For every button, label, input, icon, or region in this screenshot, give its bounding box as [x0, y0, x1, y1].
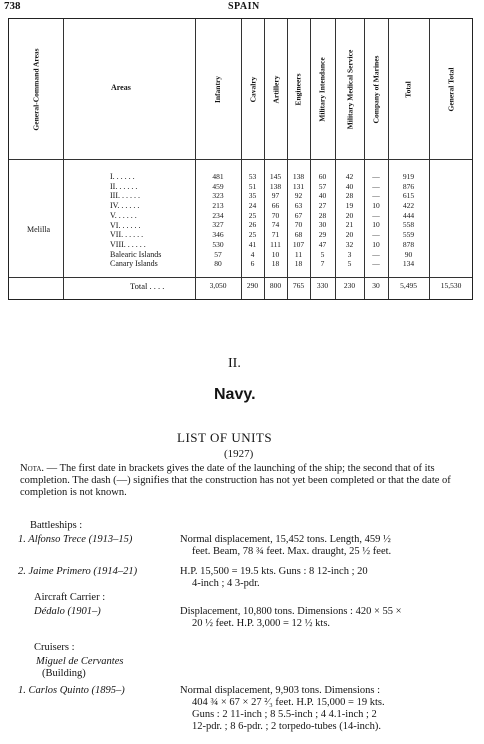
table-cell: 60 [318, 172, 327, 181]
table-cell: 41 [248, 239, 257, 249]
carrier-heading: Aircraft Carrier : [34, 592, 106, 603]
table-cell: 346 [212, 230, 224, 240]
table-cell: — [372, 172, 380, 181]
table-cell: — [372, 230, 380, 240]
cavalry-column [241, 172, 264, 269]
total-total: 5,495 [400, 281, 417, 290]
area-label: II. . . . . . [110, 181, 138, 191]
list-title: LIST OF UNITS [177, 430, 273, 445]
table-cell: 68 [294, 230, 303, 240]
table-cell: 134 [402, 259, 415, 269]
ship-desc-line: H.P. 15,500 = 19.5 kts. Guns : 8 12-inch ; 20 [180, 566, 368, 577]
table-cell: 53 [248, 172, 257, 181]
table-cell: 111 [270, 239, 281, 249]
table-cell: 131 [292, 181, 305, 191]
header-medical: Military Medical Service [345, 49, 354, 129]
total-artillery: 800 [269, 281, 282, 290]
section-number: II. [228, 356, 241, 371]
area-label: V. . . . . . [110, 210, 137, 220]
army-distribution-table [8, 18, 473, 300]
table-cell: 92 [294, 191, 303, 201]
table-cell: 19 [345, 201, 354, 211]
table-cell: — [372, 181, 380, 191]
table-cell: 63 [294, 201, 303, 211]
note-label: Nota. [20, 463, 45, 474]
region-name: Melilla [27, 225, 51, 234]
total-column [388, 172, 429, 269]
table-cell: 67 [294, 210, 303, 220]
header-total: Total [404, 80, 413, 98]
table-cell: 107 [292, 239, 305, 249]
table-cell: 327 [212, 220, 224, 230]
table-cell: 615 [402, 191, 415, 201]
area-label: VI. . . . . . [110, 220, 141, 230]
header-general-total: General Total [446, 67, 456, 111]
table-cell: 323 [212, 191, 224, 201]
area-label: VIII. . . . . . [110, 239, 146, 249]
table-cell: 74 [271, 220, 280, 230]
ship-name-cervantes: Miguel de Cervantes [36, 656, 124, 667]
ship-desc-line: Normal displacement, 9,903 tons. Dimensions : [180, 685, 381, 696]
header-artillery: Artillery [271, 75, 280, 103]
ship-desc-line: Displacement, 10,800 tons. Dimensions : 420 × 55 × [180, 606, 402, 617]
table-cell: 47 [318, 239, 327, 249]
running-title: SPAIN [228, 1, 260, 12]
total-cavalry: 290 [246, 281, 259, 290]
total-infantry: 3,050 [209, 281, 227, 290]
ship-name-alfonso: 1. Alfonso Trece (1913–15) [18, 534, 133, 545]
table-cell: 10 [372, 239, 380, 249]
table-cell: 481 [212, 172, 224, 181]
area-label: Balearic Islands [110, 249, 162, 259]
header-cavalry: Cavalry [248, 76, 257, 102]
table-cell: 530 [212, 239, 224, 249]
table-cell: 444 [402, 210, 415, 220]
table-cell: — [372, 210, 380, 220]
table-cell: 32 [345, 239, 354, 249]
ship-desc-line: Guns : 2 11-inch ; 8 5.5-inch ; 4 4.1-inch ; 2 [192, 709, 377, 720]
table-cell: 20 [345, 230, 354, 240]
marines-column [364, 172, 388, 269]
area-label: VII. . . . . . [110, 230, 144, 240]
total-intendance: 330 [316, 281, 329, 290]
table-cell: 878 [402, 239, 415, 249]
table-cell: 35 [248, 191, 257, 201]
table-cell: 21 [345, 220, 354, 230]
table-cell: 145 [269, 172, 282, 181]
table-cell: 97 [271, 191, 280, 201]
ship-name-jaime: 2. Jaime Primero (1914–21) [18, 566, 138, 577]
note-text: — The first date in brackets gives the date of the launching of the ship; the second that of its completion. The dash (—) signifies that the construction has not yet been completed or that the date of completion is not known. [20, 463, 451, 498]
table-cell: 558 [402, 220, 415, 230]
table-cell: 90 [404, 249, 413, 259]
header-infantry: Infantry [213, 75, 223, 103]
table-cell: 3 [347, 249, 352, 259]
total-engineers: 765 [292, 281, 305, 290]
table-cell: 20 [345, 210, 354, 220]
table-cell: 42 [345, 172, 354, 181]
table-cell: 422 [402, 201, 415, 211]
header-intendance: Military Intendance [318, 56, 327, 122]
table-cell: 234 [212, 210, 224, 220]
table-cell: — [372, 259, 380, 269]
table-cell: 459 [212, 181, 224, 191]
table-cell: 51 [248, 181, 257, 191]
table-cell: 213 [212, 201, 224, 211]
table-cell: 57 [318, 181, 327, 191]
table-cell: 25 [248, 230, 257, 240]
table-cell: 70 [271, 210, 280, 220]
table-cell: 40 [318, 191, 327, 201]
area-label: III. . . . . . [110, 191, 140, 201]
table-cell: 18 [294, 259, 303, 269]
table-cell: 70 [294, 220, 303, 230]
table-cell: 559 [402, 230, 415, 240]
table-cell: 57 [214, 249, 222, 259]
total-medical: 230 [343, 281, 356, 290]
page-number: 738 [4, 0, 21, 12]
table-cell: 6 [250, 259, 255, 269]
table-cell: 4 [250, 249, 255, 259]
table-cell: 7 [320, 259, 325, 269]
ship-desc-line: Normal displacement, 15,452 tons. Length, 459 ½ [180, 534, 391, 545]
artillery-column [264, 172, 287, 269]
ship-name-quinto: 1. Carlos Quinto (1895–) [18, 685, 125, 696]
table-cell: 11 [294, 249, 303, 259]
header-region: General-Command Areas [31, 47, 41, 131]
area-label: Canary Islands [110, 259, 158, 269]
battleships-heading: Battleships : [30, 520, 83, 531]
section-title: Navy. [214, 386, 256, 403]
ship-status: (Building) [42, 668, 86, 679]
table-cell: 40 [345, 181, 354, 191]
ship-desc-line: 20 ½ feet. H.P. 3,000 = 12 ½ kts. [192, 618, 331, 629]
note-paragraph [20, 463, 475, 499]
area-label: IV. . . . . . [110, 201, 140, 211]
table-cell: 5 [347, 259, 352, 269]
table-cell: — [372, 191, 380, 201]
table-cell: 24 [248, 201, 257, 211]
table-cell: 5 [320, 249, 325, 259]
header-areas: Areas [111, 83, 131, 92]
ship-desc-line: feet. Beam, 78 ¾ feet. Max. draught, 25 ½ feet. [192, 546, 392, 557]
total-row-label: Total . . . . [130, 281, 165, 291]
engineers-column [287, 172, 310, 269]
header-engineers: Engineers [294, 72, 303, 106]
table-cell: 138 [292, 172, 305, 181]
ship-desc-line: 404 ¾ × 67 × 27 ²⁄₃ feet. H.P. 15,000 = 19 kts. [192, 697, 385, 708]
table-cell: 29 [318, 230, 327, 240]
table-cell: 66 [271, 201, 280, 211]
table-cell: 10 [372, 201, 380, 211]
ship-desc-line: 12-pdr. ; 8 6-pdr. ; 2 torpedo-tubes (14-inch). [192, 721, 381, 732]
table-cell: 71 [271, 230, 280, 240]
table-cell: 30 [318, 220, 327, 230]
medical-column [335, 172, 364, 269]
infantry-column [195, 172, 241, 269]
area-label: I. . . . . . [110, 172, 135, 181]
table-cell: 26 [248, 220, 257, 230]
table-cell: 10 [271, 249, 280, 259]
table-cell: 919 [402, 172, 415, 181]
ship-desc-line: 4-inch ; 4 3-pdr. [192, 578, 260, 589]
cruisers-heading: Cruisers : [34, 642, 75, 653]
header-marines: Company of Marines [371, 55, 381, 123]
table-cell: — [372, 249, 380, 259]
total-general-total: 15,530 [440, 281, 462, 290]
list-year: (1927) [224, 448, 254, 460]
table-cell: 10 [372, 220, 380, 230]
ship-name-dedalo: Dédalo (1901–) [34, 606, 101, 617]
intendance-column [310, 172, 335, 269]
table-cell: 80 [214, 259, 222, 269]
total-marines: 30 [372, 281, 380, 290]
table-cell: 28 [345, 191, 354, 201]
table-cell: 138 [269, 181, 282, 191]
table-cell: 27 [318, 201, 327, 211]
area-labels [110, 172, 196, 269]
table-cell: 25 [248, 210, 257, 220]
table-cell: 28 [318, 210, 327, 220]
table-cell: 876 [402, 181, 415, 191]
table-cell: 18 [271, 259, 280, 269]
